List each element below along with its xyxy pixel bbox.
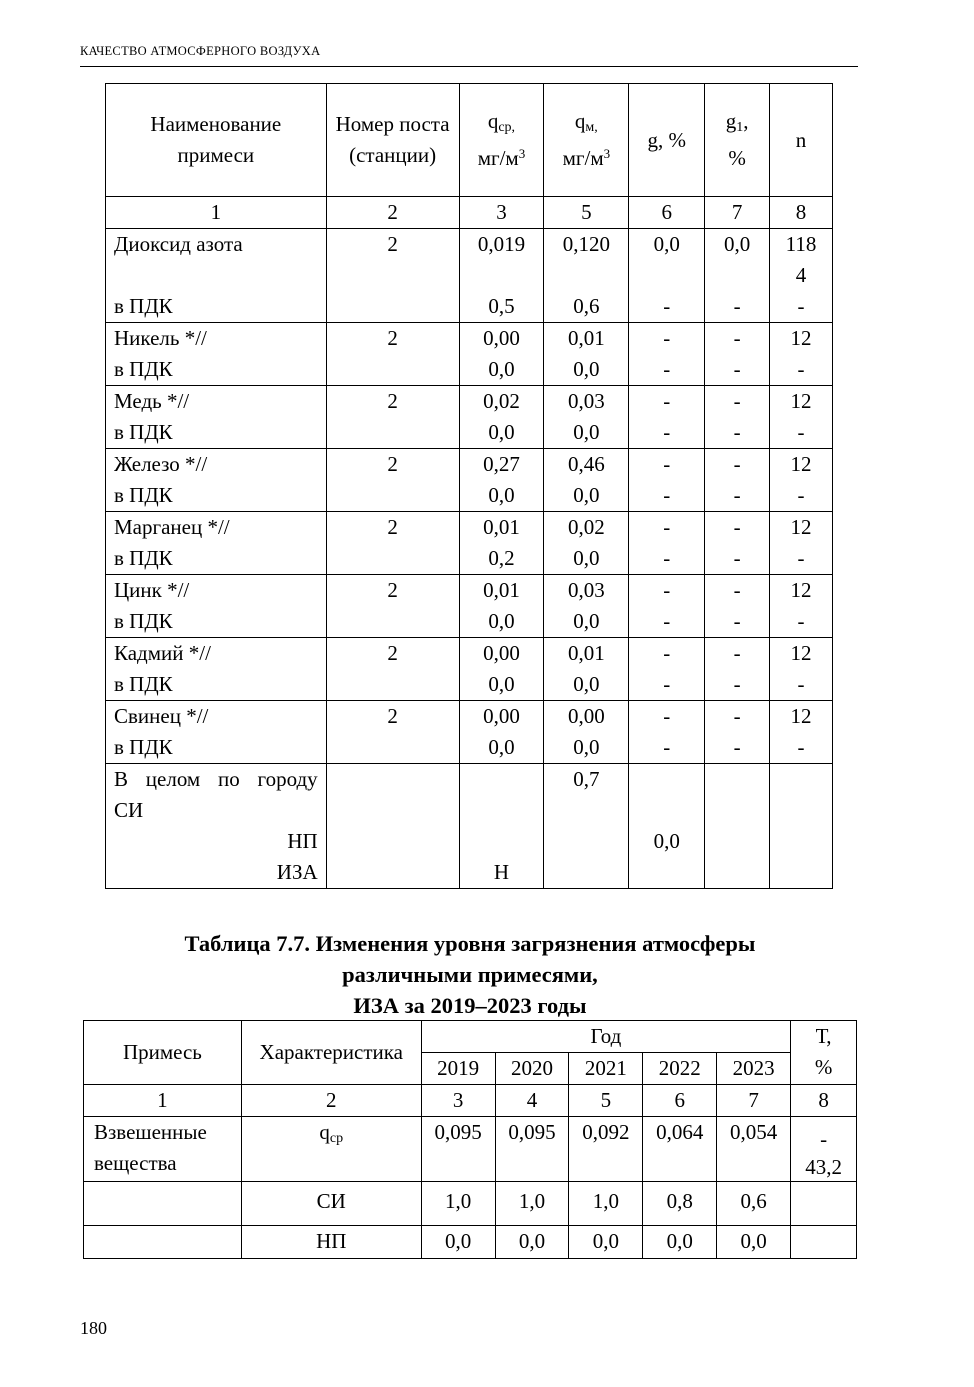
g-cell: - -: [629, 512, 705, 575]
value-cell: 1,0: [569, 1182, 643, 1226]
col-number: 5: [569, 1085, 643, 1117]
table-header-row: [84, 1021, 857, 1053]
table-header-row: [106, 84, 833, 197]
qm-cell: 0,02 0,0: [544, 512, 629, 575]
summary-qm-cell: 0,7: [544, 764, 629, 889]
col-number: 6: [629, 197, 705, 229]
qsr-cell: 0,01 0,0: [459, 575, 544, 638]
g1-cell: - -: [705, 701, 770, 764]
substance-cell: Медь *// в ПДК: [106, 386, 327, 449]
substance-cell: Цинк *// в ПДК: [106, 575, 327, 638]
col-number: 3: [459, 197, 544, 229]
g-cell: - -: [629, 701, 705, 764]
value-cell: 0,0: [569, 1226, 643, 1259]
value-cell: 0,095: [495, 1117, 569, 1182]
caption-line: ИЗА за 2019–2023 годы: [353, 993, 587, 1018]
year-cell: 2022: [643, 1053, 717, 1085]
n-cell: 118 4 -: [770, 229, 833, 323]
value-cell: 1,0: [495, 1182, 569, 1226]
running-title: КАЧЕСТВО АТМОСФЕРНОГО ВОЗДУХА: [80, 44, 321, 58]
col-number: 3: [421, 1085, 495, 1117]
pollution-trend-table: [83, 1020, 857, 1259]
g-cell: - -: [629, 638, 705, 701]
g-cell: - -: [629, 575, 705, 638]
header-trend: Т, %: [791, 1021, 857, 1085]
post-cell: 2: [326, 575, 459, 638]
table-row: [106, 575, 833, 638]
table-row: [106, 701, 833, 764]
header-substance-name: Наименование примеси: [106, 84, 327, 197]
n-cell: 12 -: [770, 449, 833, 512]
trend-cell: - 43,2: [791, 1117, 857, 1182]
n-cell: 12 -: [770, 638, 833, 701]
pollution-table: [105, 83, 833, 889]
col-number: 1: [106, 197, 327, 229]
g1-cell: - -: [705, 638, 770, 701]
column-number-row: [106, 197, 833, 229]
n-cell: 12 -: [770, 512, 833, 575]
col-number: 6: [643, 1085, 717, 1117]
value-cell: 0,054: [717, 1117, 791, 1182]
substance-cell: Кадмий *// в ПДК: [106, 638, 327, 701]
header-characteristic: Характеристика: [241, 1021, 421, 1085]
g1-cell: - -: [705, 386, 770, 449]
col-number: 5: [544, 197, 629, 229]
table-row: [84, 1117, 857, 1182]
qsr-cell: 0,02 0,0: [459, 386, 544, 449]
substance-cell: Диоксид азота в ПДК: [106, 229, 327, 323]
col-number: 4: [495, 1085, 569, 1117]
col-number: 7: [717, 1085, 791, 1117]
table-row: [106, 386, 833, 449]
value-cell: 0,0: [495, 1226, 569, 1259]
table-row: [106, 229, 833, 323]
g1-cell: - -: [705, 449, 770, 512]
column-number-row: [84, 1085, 857, 1117]
qm-cell: 0,03 0,0: [544, 386, 629, 449]
value-cell: 0,0: [717, 1226, 791, 1259]
year-cell: 2023: [717, 1053, 791, 1085]
qsr-cell: 0,01 0,2: [459, 512, 544, 575]
substance-cell: Свинец *// в ПДК: [106, 701, 327, 764]
characteristic-cell: НП: [241, 1226, 421, 1259]
qm-cell: 0,01 0,0: [544, 323, 629, 386]
header-qsr: $q_{ср,}$ $мг/м^3$: [459, 84, 544, 197]
value-cell: 0,064: [643, 1117, 717, 1182]
post-cell: 2: [326, 386, 459, 449]
col-number: 8: [791, 1085, 857, 1117]
substance-cell: Железо *// в ПДК: [106, 449, 327, 512]
g1-cell: - -: [705, 575, 770, 638]
value-cell: 1,0: [421, 1182, 495, 1226]
table-row: [106, 512, 833, 575]
post-cell: 2: [326, 323, 459, 386]
trend-cell: [791, 1226, 857, 1259]
g1-cell: - -: [705, 323, 770, 386]
header-post-number: Номер поста (станции): [326, 84, 459, 197]
summary-post-cell: [326, 764, 459, 889]
table-caption: [83, 928, 857, 1021]
n-cell: 12 -: [770, 323, 833, 386]
g-cell: - -: [629, 449, 705, 512]
table-row: [106, 638, 833, 701]
qm-cell: 0,120 0,6: [544, 229, 629, 323]
post-cell: 2: [326, 449, 459, 512]
g-cell: - -: [629, 323, 705, 386]
substance-cell: Взвешенные вещества: [84, 1117, 242, 1182]
table-row: [106, 323, 833, 386]
value-cell: 0,0: [643, 1226, 717, 1259]
g1-cell: - -: [705, 512, 770, 575]
city-summary-row: [106, 764, 833, 889]
caption-line: различными примесями,: [342, 962, 598, 987]
n-cell: 12 -: [770, 701, 833, 764]
caption-line: Таблица 7.7. Изменения уровня загрязнения атмосферы: [184, 931, 756, 956]
header-substance: Примесь: [84, 1021, 242, 1085]
page-number: 180: [80, 1318, 107, 1338]
summary-n-cell: [770, 764, 833, 889]
year-cell: 2020: [495, 1053, 569, 1085]
header-n: n: [770, 84, 833, 197]
substance-cell: Никель *// в ПДК: [106, 323, 327, 386]
header-g: g, %: [629, 84, 705, 197]
summary-labels: В целом по городу СИ НП ИЗА: [106, 764, 327, 889]
value-cell: 0,0: [421, 1226, 495, 1259]
n-cell: 12 -: [770, 386, 833, 449]
value-cell: 0,092: [569, 1117, 643, 1182]
value-cell: 0,6: [717, 1182, 791, 1226]
value-cell: 0,095: [421, 1117, 495, 1182]
g-cell: - -: [629, 386, 705, 449]
year-cell: 2019: [421, 1053, 495, 1085]
qsr-cell: 0,00 0,0: [459, 323, 544, 386]
substance-cell: [84, 1182, 242, 1226]
qm-cell: 0,01 0,0: [544, 638, 629, 701]
summary-g-cell: 0,0: [629, 764, 705, 889]
header-rule: [80, 66, 858, 67]
qm-cell: 0,03 0,0: [544, 575, 629, 638]
post-cell: 2: [326, 512, 459, 575]
header-year: Год: [421, 1021, 790, 1053]
header-g1: $g_1$, %: [705, 84, 770, 197]
substance-cell: Марганец *// в ПДК: [106, 512, 327, 575]
post-cell: 2: [326, 701, 459, 764]
table-row: [84, 1226, 857, 1259]
substance-cell: [84, 1226, 242, 1259]
qsr-cell: 0,00 0,0: [459, 638, 544, 701]
year-cell: 2021: [569, 1053, 643, 1085]
table-row: [106, 449, 833, 512]
characteristic-cell: СИ: [241, 1182, 421, 1226]
col-number: 7: [705, 197, 770, 229]
qsr-cell: 0,019 0,5: [459, 229, 544, 323]
post-cell: 2: [326, 638, 459, 701]
summary-qsr-cell: Н: [459, 764, 544, 889]
value-cell: 0,8: [643, 1182, 717, 1226]
post-cell: 2: [326, 229, 459, 323]
table-row: [84, 1182, 857, 1226]
col-number: 2: [241, 1085, 421, 1117]
qm-cell: 0,46 0,0: [544, 449, 629, 512]
summary-g1-cell: [705, 764, 770, 889]
col-number: 8: [770, 197, 833, 229]
col-number: 1: [84, 1085, 242, 1117]
header-qm: $q_{м,}$ $мг/м^3$: [544, 84, 629, 197]
trend-cell: [791, 1182, 857, 1226]
g1-cell: 0,0 -: [705, 229, 770, 323]
qsr-cell: 0,27 0,0: [459, 449, 544, 512]
qsr-cell: 0,00 0,0: [459, 701, 544, 764]
characteristic-cell: $q_{ср}$: [241, 1117, 421, 1182]
col-number: 2: [326, 197, 459, 229]
n-cell: 12 -: [770, 575, 833, 638]
g-cell: 0,0 -: [629, 229, 705, 323]
qm-cell: 0,00 0,0: [544, 701, 629, 764]
